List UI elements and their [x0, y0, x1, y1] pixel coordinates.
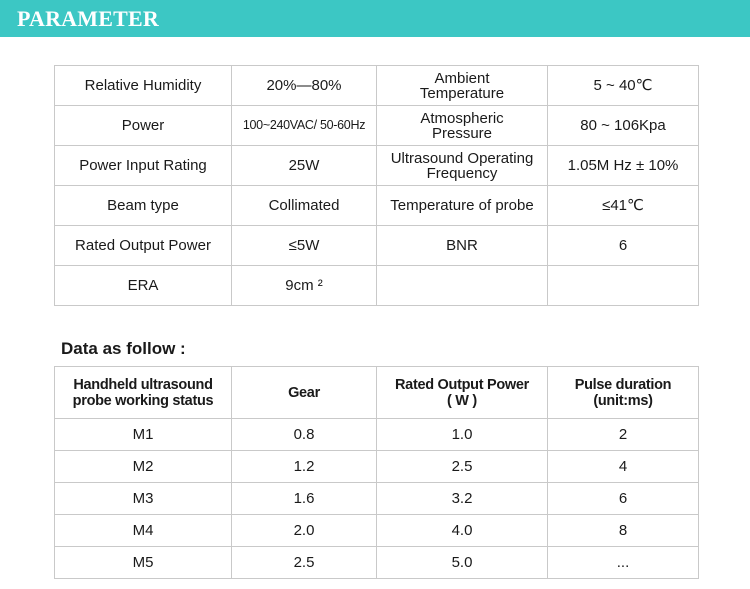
- param-value: ≤5W: [232, 226, 377, 266]
- output-power-cell: 3.2: [377, 483, 548, 515]
- param-value: 100~240VAC/ 50-60Hz: [232, 106, 377, 146]
- header-bar: [0, 0, 750, 37]
- param-value: 20%—80%: [232, 66, 377, 106]
- param-label: ERA: [55, 266, 232, 306]
- param-value: 80 ~ 106Kpa: [548, 106, 699, 146]
- param-value: 9cm ²: [232, 266, 377, 306]
- pulse-duration-cell: 8: [548, 515, 699, 547]
- pulse-duration-cell: ...: [548, 547, 699, 579]
- gear-data-table: [54, 366, 699, 579]
- parameter-row: [55, 266, 699, 306]
- param-label: Ambient Temperature: [377, 66, 548, 106]
- status-cell: M3: [55, 483, 232, 515]
- table-row: [55, 483, 699, 515]
- parameter-row: [55, 146, 699, 186]
- output-power-cell: 5.0: [377, 547, 548, 579]
- param-label: Beam type: [55, 186, 232, 226]
- pulse-duration-cell: 6: [548, 483, 699, 515]
- pulse-duration-cell: 2: [548, 419, 699, 451]
- column-header-output-power: Rated Output Power ( W ): [377, 367, 548, 419]
- status-cell: M1: [55, 419, 232, 451]
- data-section-title: Data as follow :: [61, 339, 186, 358]
- status-cell: M5: [55, 547, 232, 579]
- param-label: BNR: [377, 226, 548, 266]
- output-power-cell: 1.0: [377, 419, 548, 451]
- param-value: 5 ~ 40℃: [548, 66, 699, 106]
- param-label: Relative Humidity: [55, 66, 232, 106]
- param-label: Ultrasound Operating Frequency: [377, 146, 548, 186]
- param-value: ≤41℃: [548, 186, 699, 226]
- table-row: [55, 515, 699, 547]
- output-power-cell: 4.0: [377, 515, 548, 547]
- param-label: Rated Output Power: [55, 226, 232, 266]
- parameter-row: [55, 226, 699, 266]
- param-value: Collimated: [232, 186, 377, 226]
- gear-cell: 2.0: [232, 515, 377, 547]
- table-row: [55, 419, 699, 451]
- pulse-duration-cell: 4: [548, 451, 699, 483]
- table-row: [55, 547, 699, 579]
- parameter-row: [55, 106, 699, 146]
- column-header-status: Handheld ultrasound probe working status: [55, 367, 232, 419]
- param-label: Atmospheric Pressure: [377, 106, 548, 146]
- table-header-row: [55, 367, 699, 419]
- page-title: PARAMETER: [17, 6, 159, 31]
- param-label: Temperature of probe: [377, 186, 548, 226]
- gear-cell: 0.8: [232, 419, 377, 451]
- table-row: [55, 451, 699, 483]
- param-value: [548, 266, 699, 306]
- gear-cell: 1.2: [232, 451, 377, 483]
- param-label: Power Input Rating: [55, 146, 232, 186]
- parameter-row: [55, 66, 699, 106]
- param-label: Power: [55, 106, 232, 146]
- parameter-row: [55, 186, 699, 226]
- column-header-gear: Gear: [232, 367, 377, 419]
- param-value: 25W: [232, 146, 377, 186]
- parameter-table: [54, 65, 699, 306]
- param-value: 6: [548, 226, 699, 266]
- gear-cell: 2.5: [232, 547, 377, 579]
- status-cell: M2: [55, 451, 232, 483]
- column-header-pulse-duration: Pulse duration (unit:ms): [548, 367, 699, 419]
- param-label: [377, 266, 548, 306]
- output-power-cell: 2.5: [377, 451, 548, 483]
- status-cell: M4: [55, 515, 232, 547]
- gear-cell: 1.6: [232, 483, 377, 515]
- param-value: 1.05M Hz ± 10%: [548, 146, 699, 186]
